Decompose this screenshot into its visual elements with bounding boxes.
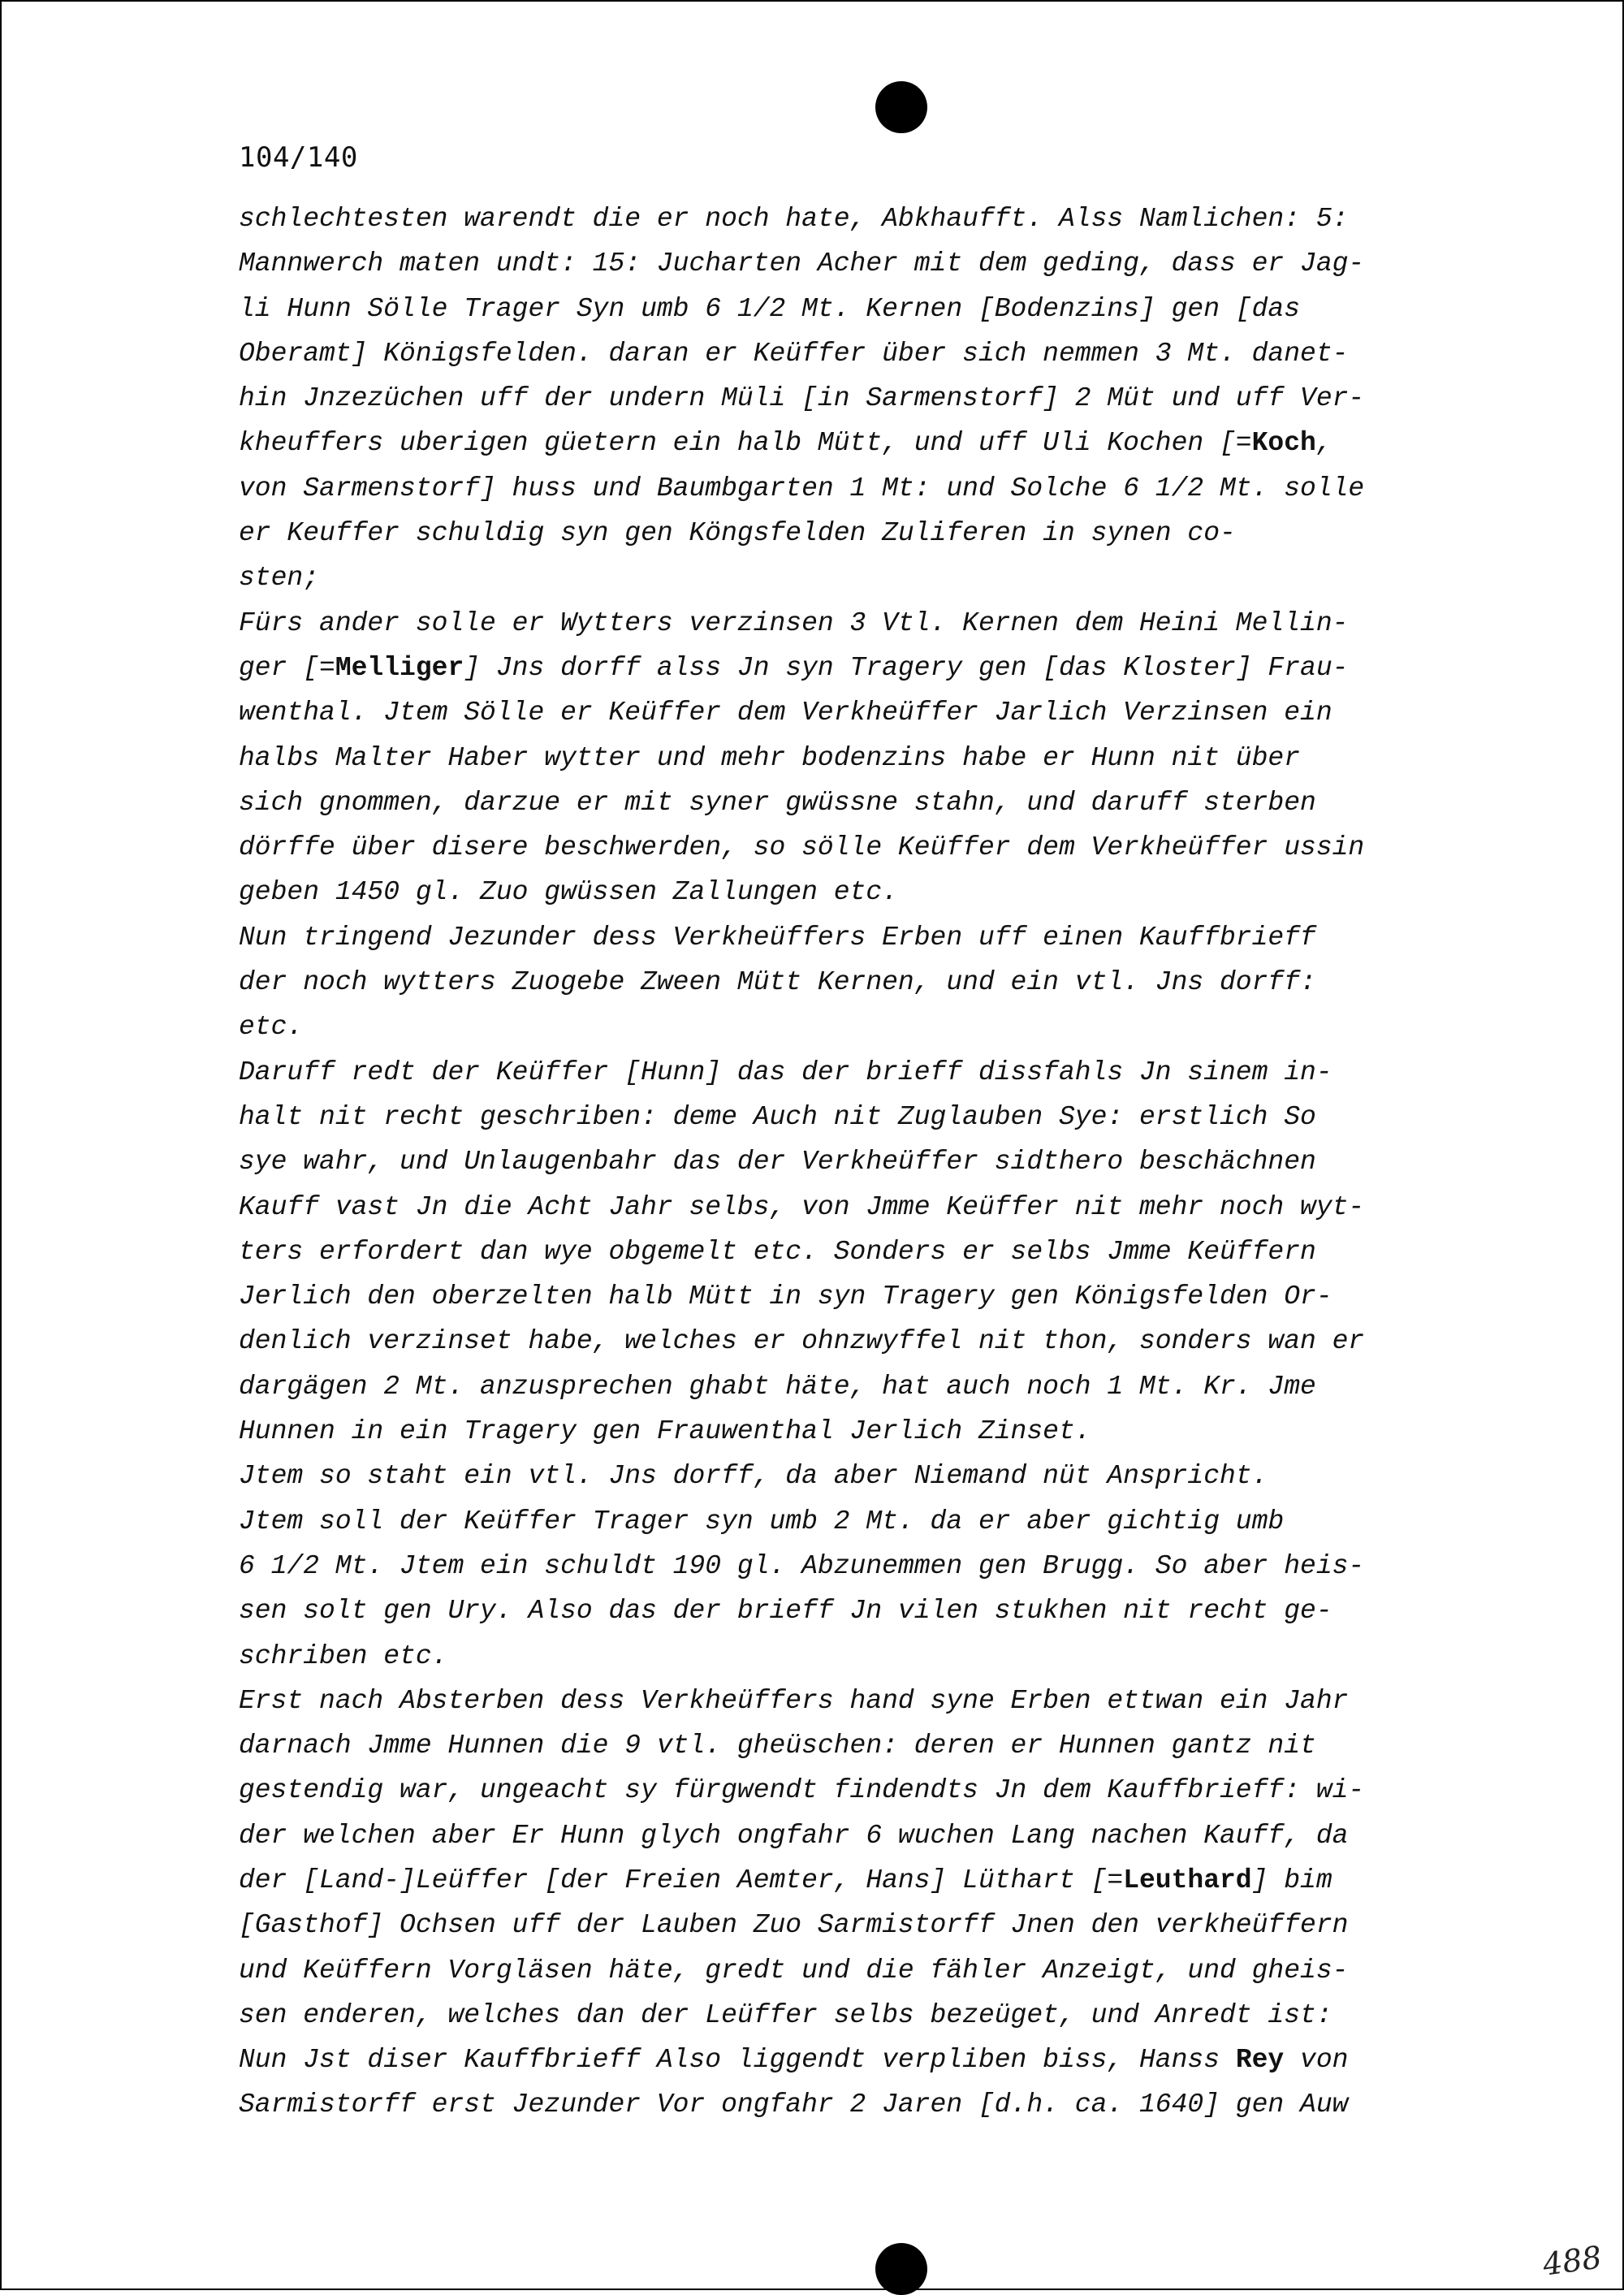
text-line: li Hunn Sölle Trager Syn umb 6 1/2 Mt. Kernen [Bodenzins] gen [das <box>239 293 1301 324</box>
text-line: sich gnommen, darzue er mit syner gwüssne stahn, und daruff sterben <box>239 787 1316 818</box>
text-line: sen enderen, welches dan der Leüffer selbs bezeüget, und Anredt ist: <box>239 1999 1332 2030</box>
text-line: Oberamt] Königsfelden. daran er Keüffer über sich nemmen 3 Mt. danet- <box>239 338 1349 369</box>
text-line: Jtem so staht ein vtl. Jns dorff, da aber Niemand nüt Anspricht. <box>239 1461 1268 1492</box>
text-line: Nun tringend Jezunder dess Verkheüffers Erben uff einen Kauffbrieff <box>239 922 1316 953</box>
text-line: dargägen 2 Mt. anzusprechen ghabt häte, hat auch noch 1 Mt. Kr. Jme <box>239 1371 1316 1402</box>
text-line: der [Land-]Leüffer [der Freien Aemter, Hans] Lüthart [=Leuthard] bim <box>239 1865 1332 1895</box>
text-line: 6 1/2 Mt. Jtem ein schuldt 190 gl. Abzunemmen gen Brugg. So aber heis- <box>239 1550 1365 1581</box>
text-line: gestendig war, ungeacht sy fürgwendt findendts Jn dem Kauffbrieff: wi- <box>239 1775 1365 1806</box>
text-line: sen solt gen Ury. Also das der brieff Jn vilen stukhen nit recht ge- <box>239 1596 1332 1627</box>
text-line: kheuffers uberigen güetern ein halb Mütt, und uff Uli Kochen [=Koch, <box>239 428 1332 459</box>
text-line: sten; <box>239 563 320 594</box>
text-line: Erst nach Absterben dess Verkheüffers hand syne Erben ettwan ein Jahr <box>239 1685 1349 1716</box>
text-line: der noch wytters Zuogebe Zween Mütt Kernen, und ein vtl. Jns dorff: <box>239 967 1316 998</box>
text-line: wenthal. Jtem Sölle er Keüffer dem Verkheüffer Jarlich Verzinsen ein <box>239 698 1332 728</box>
text-line: darnach Jmme Hunnen die 9 vtl. gheüschen: deren er Hunnen gantz nit <box>239 1731 1316 1761</box>
text-line: Daruff redt der Keüffer [Hunn] das der brieff dissfahls Jn sinem in- <box>239 1057 1332 1087</box>
text-line: sye wahr, und Unlaugenbahr das der Verkheüffer sidthero beschächnen <box>239 1147 1316 1178</box>
text-line: [Gasthof] Ochsen uff der Lauben Zuo Sarmistorff Jnen den verkheüffern <box>239 1910 1349 1941</box>
text-line: Sarmistorff erst Jezunder Vor ongfahr 2 Jaren [d.h. ca. 1640] gen Auw <box>239 2090 1349 2120</box>
text-line: Jerlich den oberzelten halb Mütt in syn Tragery gen Königsfelden Or- <box>239 1281 1332 1312</box>
text-line: und Keüffern Vorgläsen häte, gredt und die fähler Anzeigt, und gheis- <box>239 1955 1349 1986</box>
text-line: dörffe über disere beschwerden, so sölle Keüffer dem Verkheüffer ussin <box>239 832 1365 863</box>
handwritten-folio-number: 488 <box>1540 2239 1605 2283</box>
text-line: schlechtesten warendt die er noch hate, Abkhaufft. Alss Namlichen: 5: <box>239 204 1349 234</box>
text-line: etc. <box>239 1012 304 1043</box>
transcription-body <box>239 197 1489 2128</box>
text-line: schriben etc. <box>239 1640 448 1671</box>
text-line: Hunnen in ein Tragery gen Frauwenthal Jerlich Zinset. <box>239 1416 1091 1447</box>
text-line: geben 1450 gl. Zuo gwüssen Zallungen etc. <box>239 877 898 908</box>
text-line: der welchen aber Er Hunn glych ongfahr 6 wuchen Lang nachen Kauff, da <box>239 1820 1349 1851</box>
punch-hole-top <box>875 81 927 133</box>
text-line: Jtem soll der Keüffer Trager syn umb 2 Mt. da er aber gichtig umb <box>239 1506 1285 1536</box>
text-line: Fürs ander solle er Wytters verzinsen 3 Vtl. Kernen dem Heini Mellin- <box>239 607 1349 638</box>
text-line: von Sarmenstorf] huss und Baumbgarten 1 Mt: und Solche 6 1/2 Mt. solle <box>239 473 1365 504</box>
text-line: hin Jnzezüchen uff der undern Müli [in Sarmenstorf] 2 Müt und uff Ver- <box>239 383 1365 414</box>
text-line: Nun Jst diser Kauffbrieff Also liggendt verpliben biss, Hanss Rey von <box>239 2045 1349 2076</box>
text-line: Mannwerch maten undt: 15: Jucharten Acher mit dem geding, dass er Jag- <box>239 249 1365 279</box>
page-number: 104/140 <box>239 141 358 174</box>
punch-hole-bottom <box>875 2243 927 2295</box>
text-line: halt nit recht geschriben: deme Auch nit Zuglauben Sye: erstlich So <box>239 1101 1316 1132</box>
text-line: er Keuffer schuldig syn gen Köngsfelden Zuliferen in synen co- <box>239 518 1236 549</box>
text-line: ger [=Melliger] Jns dorff alss Jn syn Tragery gen [das Kloster] Frau- <box>239 652 1349 683</box>
text-line: Kauff vast Jn die Acht Jahr selbs, von Jmme Keüffer nit mehr noch wyt- <box>239 1191 1365 1222</box>
text-line: denlich verzinset habe, welches er ohnzwyffel nit thon, sonders wan er <box>239 1326 1365 1357</box>
text-line: ters erfordert dan wye obgemelt etc. Sonders er selbs Jmme Keüffern <box>239 1236 1316 1267</box>
text-line: halbs Malter Haber wytter und mehr bodenzins habe er Hunn nit über <box>239 742 1301 773</box>
